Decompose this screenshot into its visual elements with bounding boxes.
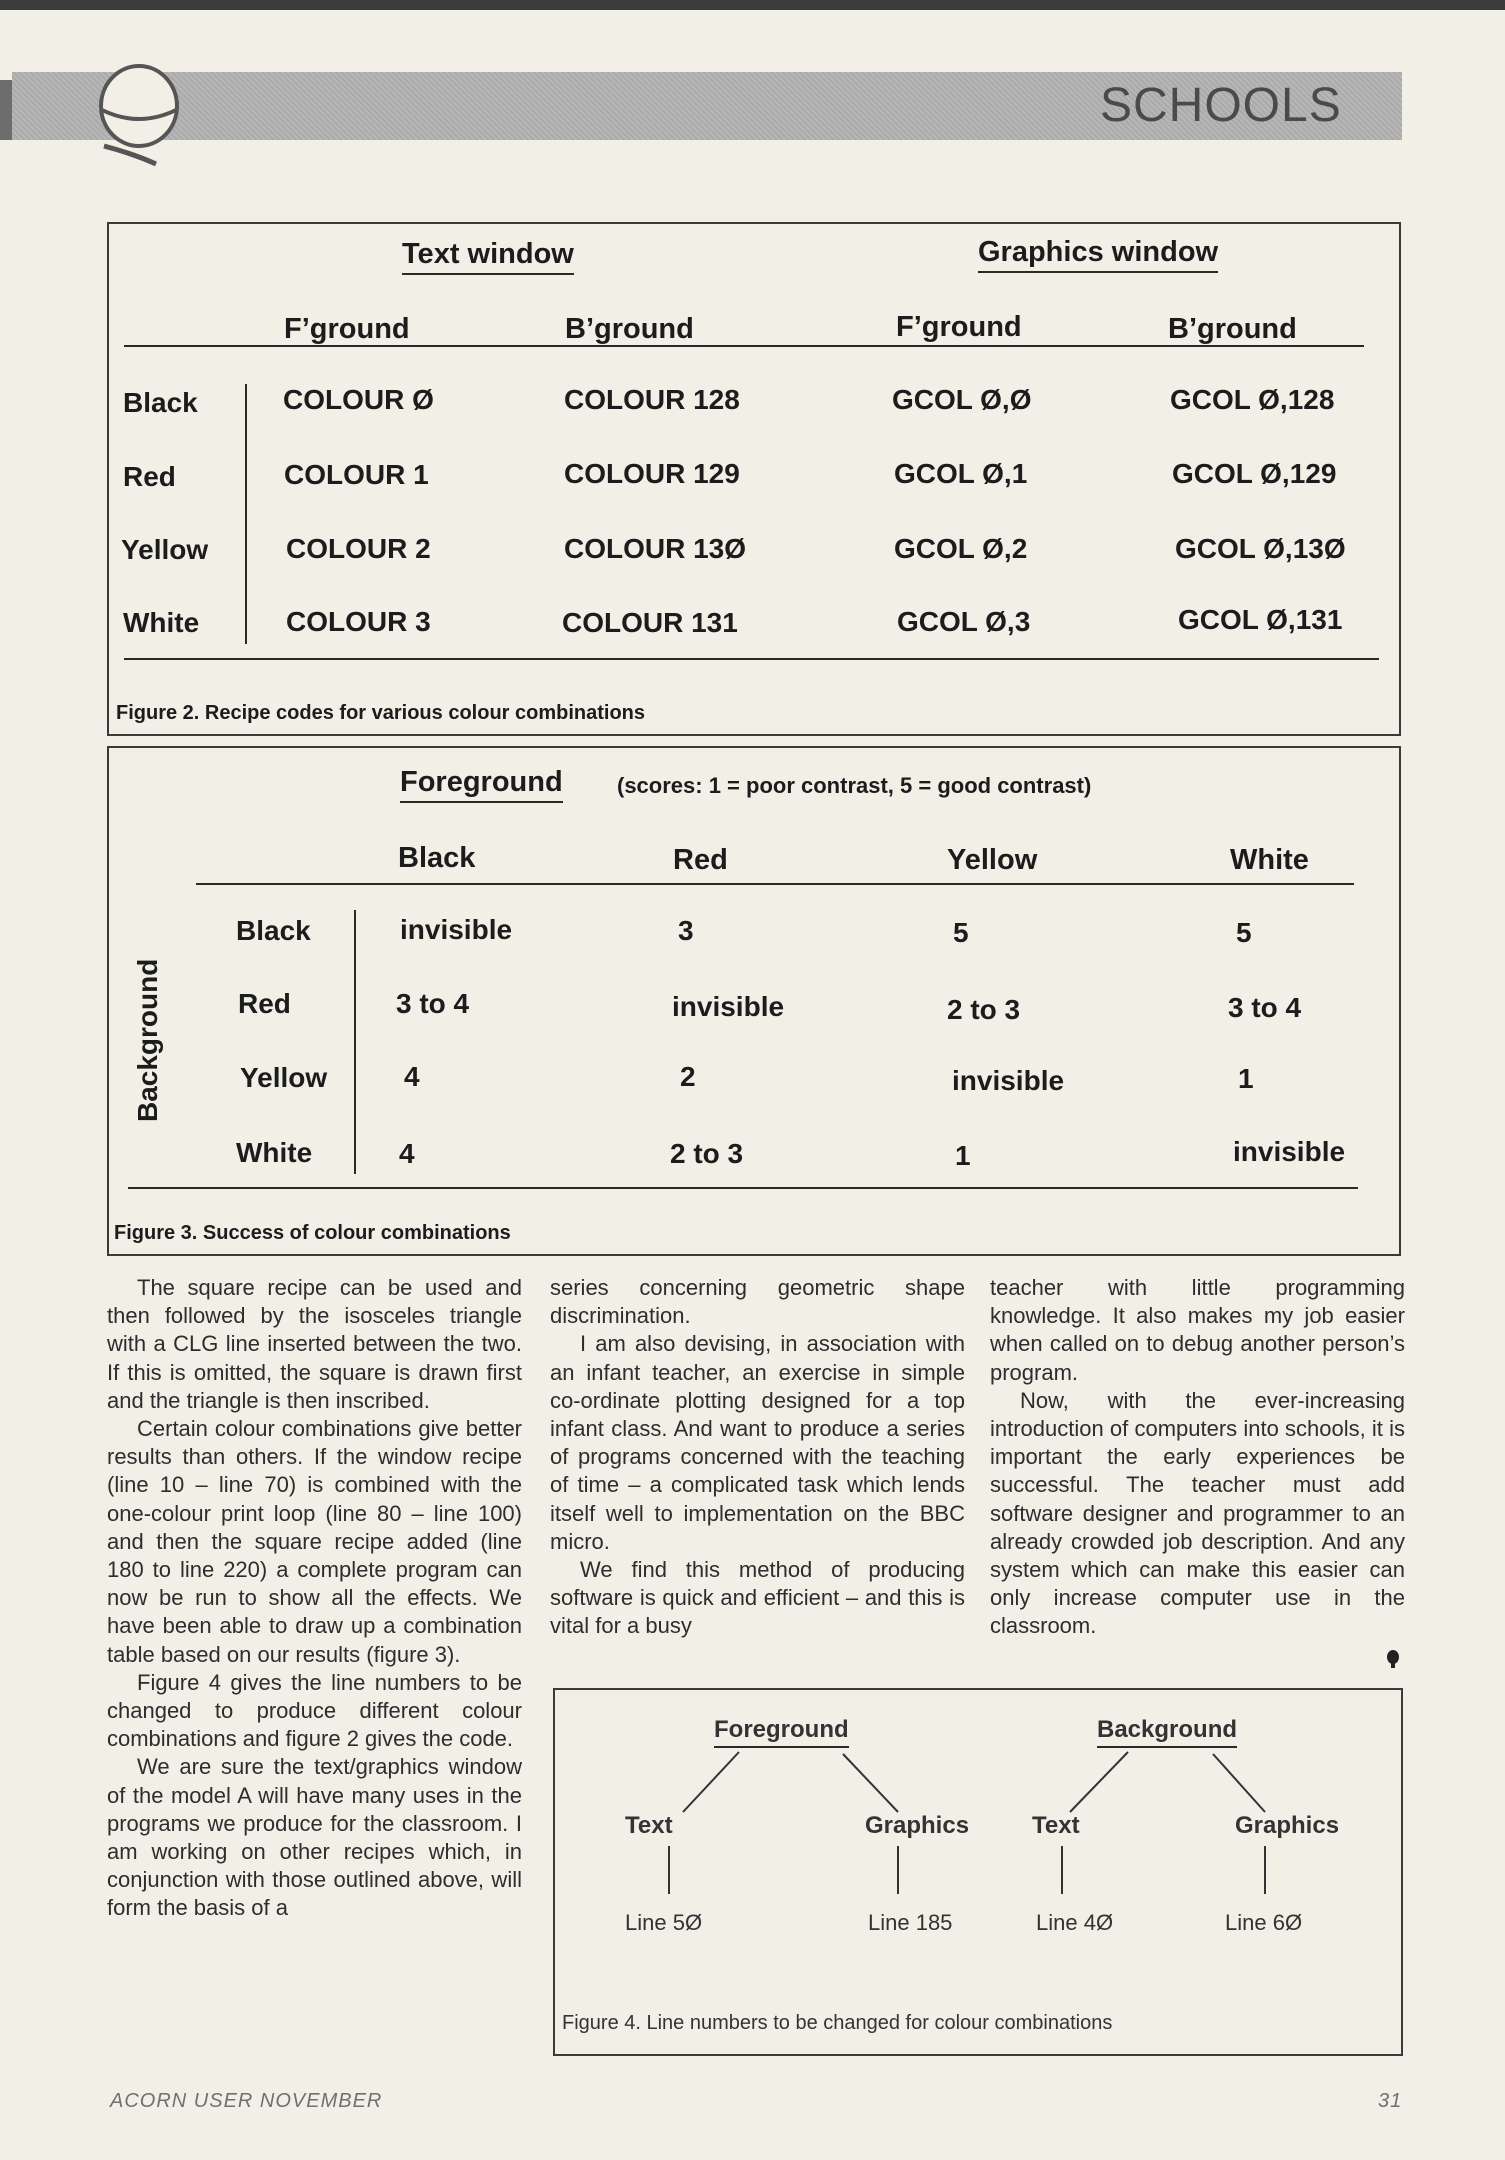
fig2-row-label: Black (123, 387, 198, 418)
fig3-row-label: Red (238, 988, 291, 1019)
fig3-cell: 5 (1236, 917, 1252, 948)
fig2-cell: GCOL Ø,2 (894, 533, 1028, 564)
fig2-cell: COLOUR 13Ø (564, 533, 747, 564)
fig2-cell: GCOL Ø,128 (1170, 384, 1335, 415)
fig2-cell: GCOL Ø,129 (1172, 458, 1337, 489)
fig3-cell: 1 (1238, 1063, 1254, 1094)
paragraph: series concerning geometric shape discrimination. (550, 1275, 965, 1329)
fig2-col-header: B’ground (565, 313, 694, 345)
fig2-cell: COLOUR 131 (562, 607, 738, 638)
paragraph: Certain colour combinations give better results than others. If the window recipe (line 10 – line 70) is combined with the one-colour print loop (line 80 – line 100) and then the square recipe added (line 180 to line 220) a complete program can now be run to show all the effects. We have been able to draw up a combination table based on our results (figure 3). (107, 1416, 522, 1667)
fig2-cell: GCOL Ø,1 (894, 458, 1028, 489)
fig4-branch-text: Text (1032, 1812, 1080, 1839)
paragraph: We are sure the text/graphics window of the model A will have many uses in the programs we produce for the classroom. I am working on other recipes which, in conjunction with those outlined above, will form the basis of a (107, 1754, 522, 1921)
fig3-cell: 4 (404, 1061, 420, 1092)
paragraph: We find this method of producing software is quick and efficient – and this is vital for a busy (550, 1557, 965, 1639)
fig4-group-background: Background (1097, 1716, 1237, 1748)
fig3-bottom-rule (128, 1187, 1358, 1189)
fig2-cell: COLOUR Ø (283, 384, 434, 415)
fig3-row-label: Yellow (240, 1062, 328, 1093)
fig2-cell: COLOUR 129 (564, 458, 740, 489)
fig2-col-header: F’ground (896, 311, 1022, 343)
fig3-row-label: Black (236, 915, 311, 946)
fig2-row-label: Yellow (121, 534, 209, 565)
fig2-row-label: White (123, 607, 200, 638)
fig3-cell: invisible (400, 914, 513, 945)
fig2-cell: COLOUR 2 (286, 533, 431, 564)
fig4-caption: Figure 4. Line numbers to be changed for colour combinations (562, 2012, 1113, 2034)
fig3-side-label: Background (132, 958, 163, 1122)
fig4-branch-graphics: Graphics (865, 1812, 970, 1839)
footer-magazine: ACORN USER NOVEMBER (110, 2090, 383, 2112)
top-edge (0, 0, 1505, 10)
fig2-group-graphics-window: Graphics window (978, 236, 1218, 273)
fig3-cell: 3 to 4 (396, 988, 470, 1019)
acorn-logo-icon (94, 58, 184, 168)
fig4-line-number: Line 185 (868, 1910, 953, 1935)
fig3-cell: 5 (953, 917, 969, 948)
fig2-cell: COLOUR 128 (564, 384, 740, 415)
fig3-header-rule (196, 883, 1354, 885)
page-number: 31 (1378, 2090, 1403, 2112)
fig4-connectors (553, 1688, 1401, 2054)
fig2-cell: GCOL Ø,13Ø (1175, 533, 1346, 564)
fig3-cell: invisible (672, 991, 785, 1022)
paragraph: Figure 4 gives the line numbers to be changed to produce different colour combinations and figure 2 gives the code. (107, 1669, 522, 1752)
fig4-line-number: Line 6Ø (1225, 1910, 1303, 1935)
fig3-cell: invisible (1233, 1136, 1346, 1167)
fig3-cell: 2 to 3 (947, 994, 1021, 1025)
fig3-cell: 2 to 3 (670, 1138, 744, 1169)
fig4-line-number: Line 5Ø (625, 1910, 703, 1935)
fig3-col-header: Yellow (947, 844, 1038, 876)
fig2-cell: GCOL Ø,Ø (892, 384, 1032, 415)
paragraph: Now, with the ever-increasing introduction of computers into schools, it is important the early experiences be successful. The teacher must add software designer and programmer to an already crowded job description. And any system which can make this easier can only increase computer use in the classroom. (990, 1387, 1405, 1639)
fig4-branch-text: Text (625, 1812, 673, 1839)
paragraph: The square recipe can be used and then followed by the isosceles triangle with a CLG line inserted between the two. If this is omitted, the square is drawn first and the triangle is then inscribed. (107, 1275, 522, 1413)
fig2-col-header: B’ground (1168, 313, 1297, 345)
fig3-col-header: White (1230, 844, 1309, 876)
fig3-caption: Figure 3. Success of colour combinations (114, 1222, 511, 1244)
fig3-row-divider (354, 910, 356, 1174)
fig2-bottom-rule (124, 658, 1379, 660)
fig2-row-label: Red (123, 461, 176, 492)
fig3-col-header: Red (673, 844, 728, 876)
fig3-row-label: White (236, 1137, 313, 1168)
end-mark-icon (1386, 1648, 1400, 1668)
fig3-title: Foreground (400, 766, 563, 803)
fig3-cell: invisible (952, 1065, 1065, 1096)
fig3-scores-note: (scores: 1 = poor contrast, 5 = good contrast) (617, 773, 1092, 798)
fig2-row-divider (245, 384, 247, 644)
fig2-cell: COLOUR 3 (286, 606, 431, 637)
article-column-3 (990, 1274, 1405, 1641)
fig3-cell: 3 (678, 915, 694, 946)
fig2-col-header: F’ground (284, 313, 410, 345)
fig2-header-rule (124, 345, 1364, 347)
paragraph: teacher with little programming knowledge. It also makes my job easier when called on to debug another person’s program. (990, 1275, 1405, 1385)
paragraph: I am also devising, in association with an infant teacher, an exercise in simple co-ordinate plotting designed for a top infant class. And want to produce a series of programs concerned with the teaching of time – a complicated task which lends itself well to implementation on the BBC micro. (550, 1331, 965, 1554)
article-column-1 (107, 1274, 522, 1923)
fig4-line-number: Line 4Ø (1036, 1910, 1114, 1935)
fig2-caption: Figure 2. Recipe codes for various colour combinations (116, 702, 646, 724)
fig4-group-foreground: Foreground (714, 1716, 849, 1748)
fig2-cell: GCOL Ø,131 (1178, 604, 1343, 635)
section-title: SCHOOLS (1100, 79, 1342, 132)
fig2-group-text-window: Text window (402, 238, 574, 275)
fig3-cell: 3 to 4 (1228, 992, 1302, 1023)
fig4-branch-graphics: Graphics (1235, 1812, 1340, 1839)
fig3-cell: 2 (680, 1061, 696, 1092)
fig3-col-header: Black (398, 842, 476, 874)
article-column-2 (550, 1274, 965, 1641)
fig2-cell: GCOL Ø,3 (897, 606, 1031, 637)
fig3-cell: 1 (955, 1140, 971, 1171)
fig2-cell: COLOUR 1 (284, 459, 429, 490)
left-edge-marker (0, 80, 12, 140)
fig3-cell: 4 (399, 1138, 415, 1169)
